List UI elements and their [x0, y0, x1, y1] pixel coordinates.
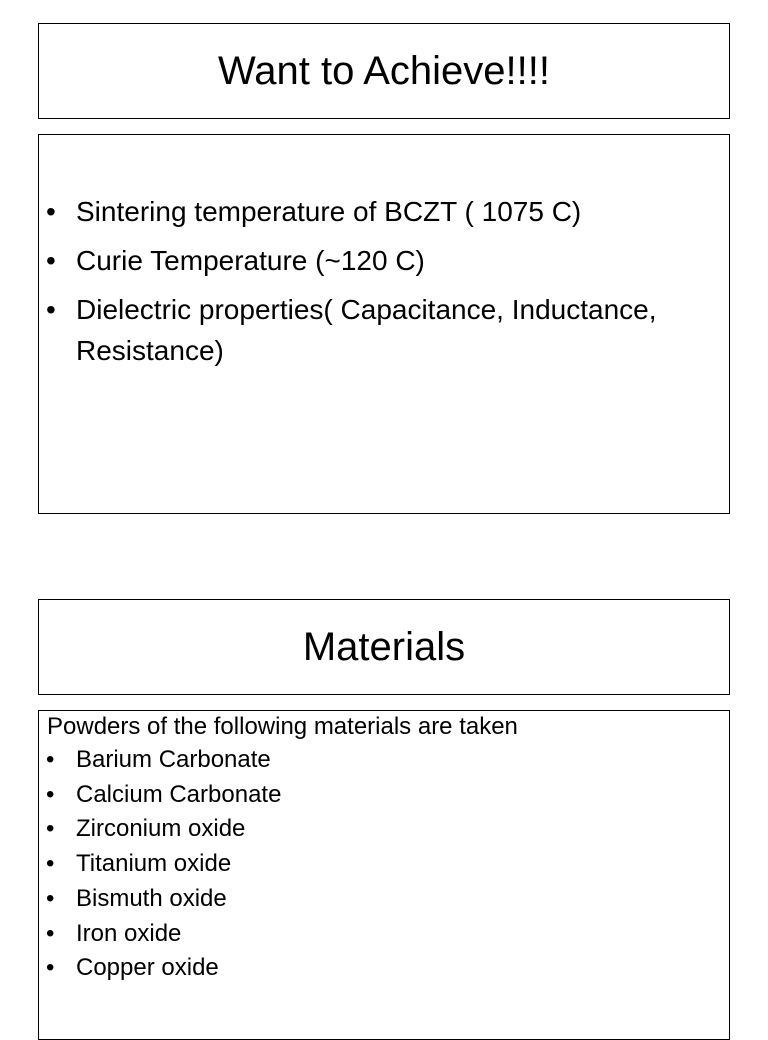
bullet-text: Curie Temperature (~120 C): [76, 245, 425, 276]
list-item: [39, 778, 699, 813]
bullet-icon: •: [46, 954, 55, 982]
list-item: [39, 847, 699, 882]
list-item: [39, 743, 699, 778]
bullet-icon: •: [46, 746, 55, 773]
list-item: [39, 240, 699, 281]
slide1-content-box: [38, 134, 730, 514]
bullet-icon: •: [46, 884, 55, 912]
bullet-icon: •: [46, 196, 56, 227]
bullet-icon: •: [46, 780, 55, 808]
bullet-text: Zirconium oxide: [76, 815, 246, 843]
bullet-text: Titanium oxide: [76, 850, 232, 878]
list-item: [39, 812, 699, 847]
list-item: [39, 951, 699, 986]
list-item: [39, 289, 699, 371]
bullet-text: Bismuth oxide: [76, 884, 227, 912]
bullet-icon: •: [46, 850, 55, 878]
list-item: [39, 191, 699, 232]
bullet-icon: •: [46, 815, 55, 843]
list-item: [39, 882, 699, 917]
bullet-text: Copper oxide: [76, 954, 219, 982]
bullet-icon: •: [46, 294, 56, 325]
slide1-title: Want to Achieve!!!!: [217, 49, 550, 93]
bullet-text: Calcium Carbonate: [76, 780, 282, 808]
bullet-text: Sintering temperature of BCZT ( 1075 C): [76, 196, 582, 227]
slide2-content-box: [38, 710, 730, 1040]
bullet-icon: •: [46, 919, 55, 947]
slide1-bullet-list: [39, 191, 699, 379]
bullet-text: Barium Carbonate: [76, 746, 271, 773]
list-item: [39, 917, 699, 952]
slide1-title-box: [38, 23, 730, 119]
slide2-bullet-list: [39, 743, 699, 986]
bullet-text: Iron oxide: [76, 919, 182, 947]
bullet-text: Dielectric properties( Capacitance, Inductance, Resistance): [76, 294, 657, 366]
slide2-intro-text: Powders of the following materials are taken: [47, 713, 518, 740]
bullet-icon: •: [46, 245, 56, 276]
slide2-title-box: [38, 599, 730, 695]
slide2-title: Materials: [302, 625, 466, 669]
